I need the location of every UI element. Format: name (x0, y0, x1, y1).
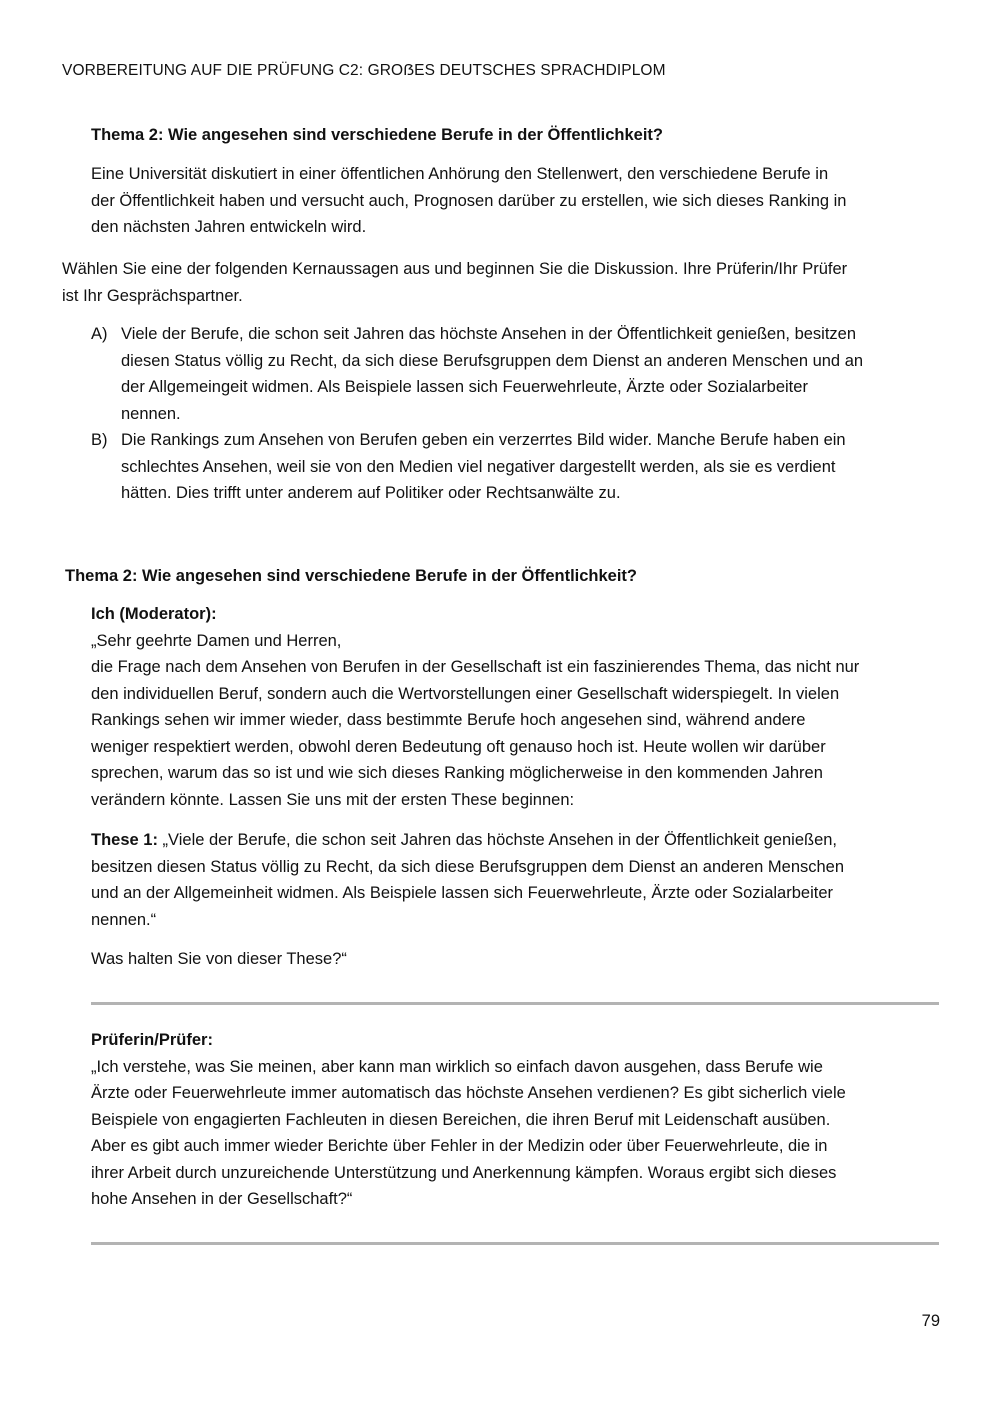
option-letter: B) (91, 431, 108, 449)
speech-line: Rankings sehen wir immer wieder, dass bestimmte Berufe hoch angesehen sind, während andere (91, 711, 806, 729)
option-line: diesen Status völlig zu Recht, da sich diese Berufsgruppen dem Dienst an anderen Menschen und an (121, 351, 864, 370)
dialogue-title: Thema 2: Wie angesehen sind verschiedene Berufe in der Öffentlichkeit? (65, 567, 638, 585)
speaker-label: Prüferin/Prüfer: (91, 1031, 213, 1049)
intro-line: Eine Universität diskutiert in einer öffentlichen Anhörung den Stellenwert, den verschiedene Berufe in (91, 165, 829, 183)
thesis-line: und an der Allgemeinheit widmen. Als Beispiele lassen sich Feuerwehrleute, Ärzte oder Sozialarbeiter (91, 884, 833, 902)
speech-line: ihrer Arbeit durch unzureichende Unterstützung und Anerkennung kämpfen. Woraus ergibt sich dieses (91, 1163, 837, 1182)
statement-options (91, 321, 951, 507)
speech-line: „Sehr geehrte Damen und Herren, (91, 631, 342, 650)
divider (91, 1002, 939, 1005)
examiner-speech (91, 1027, 951, 1213)
page-number: 79 (921, 1312, 940, 1330)
option-letter: A) (91, 325, 108, 343)
option-a (91, 321, 951, 427)
divider (91, 1242, 939, 1245)
topic-intro (91, 161, 951, 241)
option-line: schlechtes Ansehen, weil sie von den Medien viel negativer dargestellt werden, als sie es verdient (121, 457, 836, 476)
speech-line: Ärzte oder Feuerwehrleute immer automatisch das höchste Ansehen verdienen? Es gibt sicherlich viele (91, 1084, 846, 1102)
option-line: der Allgemeingeit widmen. Als Beispiele lassen sich Feuerwehrleute, Ärzte oder Sozialarbeiter (121, 378, 808, 396)
running-header: VORBEREITUNG AUF DIE PRÜFUNG C2: GROẞES DEUTSCHES SPRACHDIPLOM (62, 62, 666, 79)
option-text (121, 321, 951, 427)
speaker-label: Ich (Moderator): (91, 605, 217, 623)
speech-line: Beispiele von engagierten Fachleuten in diesen Bereichen, die ihren Beruf mit Leidenschaft ausüben. (91, 1110, 831, 1129)
task-instruction (62, 256, 942, 309)
option-text (121, 427, 951, 507)
thesis-line: „Viele der Berufe, die schon seit Jahren das höchste Ansehen in der Öffentlichkeit genießen, (157, 831, 838, 849)
thesis-line: besitzen diesen Status völlig zu Recht, da sich diese Berufsgruppen dem Dienst an anderen Menschen (91, 857, 845, 876)
option-line: Die Rankings zum Ansehen von Berufen geben ein verzerrtes Bild wider. Manche Berufe haben ein (121, 431, 846, 449)
topic-title: Thema 2: Wie angesehen sind verschiedene Berufe in der Öffentlichkeit? (91, 126, 664, 144)
intro-line: den nächsten Jahren entwickeln wird. (91, 218, 367, 236)
option-line: hätten. Dies trifft unter anderem auf Politiker oder Rechtsanwälte zu. (121, 484, 621, 502)
option-b (91, 427, 951, 507)
moderator-speech (91, 601, 951, 813)
speech-line: „Ich verstehe, was Sie meinen, aber kann man wirklich so einfach davon ausgehen, dass Berufe wie (91, 1057, 823, 1076)
speech-line: den individuellen Beruf, sondern auch die Wertvorstellungen einer Gesellschaft widerspiegelt. In vielen (91, 684, 840, 703)
speech-line: sprechen, warum das so ist und wie sich dieses Ranking möglicherweise in den kommenden Jahren (91, 764, 823, 782)
thesis-quote (91, 827, 951, 933)
speech-line: die Frage nach dem Ansehen von Berufen in der Gesellschaft ist ein faszinierendes Thema, das nicht nur (91, 658, 860, 676)
option-line: Viele der Berufe, die schon seit Jahren das höchste Ansehen in der Öffentlichkeit genießen, besitzen (121, 325, 857, 343)
speech-line: Aber es gibt auch immer wieder Berichte über Fehler in der Medizin oder über Feuerwehrleute, die in (91, 1137, 828, 1155)
moderator-question: Was halten Sie von dieser These?“ (91, 950, 347, 968)
instruction-line: ist Ihr Gesprächspartner. (62, 286, 243, 305)
thesis-line: nennen.“ (91, 910, 157, 929)
speech-line: verändern könnte. Lassen Sie uns mit der ersten These beginnen: (91, 790, 575, 809)
thesis-label: These 1: (91, 831, 158, 849)
speech-line: hohe Ansehen in der Gesellschaft?“ (91, 1190, 353, 1208)
intro-line: der Öffentlichkeit haben und versucht auch, Prognosen darüber zu erstellen, wie sich dieses Ranking in (91, 191, 847, 210)
speech-line: weniger respektiert werden, obwohl deren Bedeutung oft genauso hoch ist. Heute wollen wir darüber (91, 737, 826, 756)
option-line: nennen. (121, 404, 181, 423)
instruction-line: Wählen Sie eine der folgenden Kernaussagen aus und beginnen Sie die Diskussion. Ihre Prüferin/Ihr Prüfer (62, 260, 848, 278)
